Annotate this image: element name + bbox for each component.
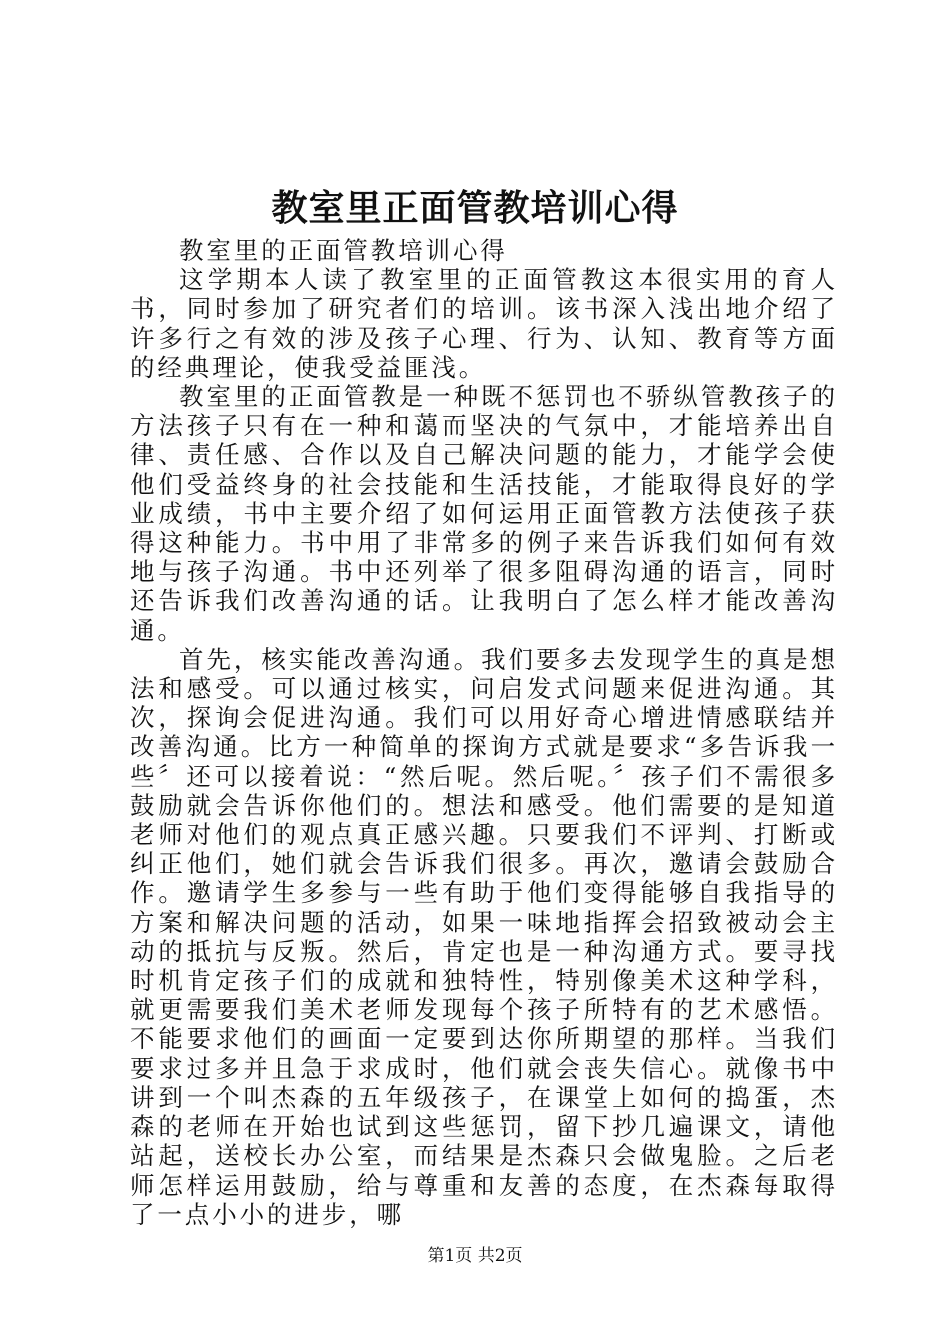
page-number: 第1页 共2页 (427, 1246, 523, 1266)
body-paragraph: 这学期本人读了教室里的正面管教这本很实用的育人书，同时参加了研究者们的培训。该书深入浅出地介绍了许多行之有效的涉及孩子心理、行为、认知、教育等方面的经典理论，使我受益匪浅。 (130, 265, 838, 382)
body-paragraph: 首先，核实能改善沟通。我们要多去发现学生的真是想法和感受。可以通过核实，问启发式问题来促进沟通。其次，探询会促进沟通。我们可以用好奇心增进情感联结并改善沟通。比方一种简单的探询方式就是要求“多告诉我一些〞还可以接着说：“然后呢。然后呢。〞孩子们不需很多鼓励就会告诉你他们的。想法和感受。他们需要的是知道老师对他们的观点真正感兴趣。只要我们不评判、打断或纠正他们，她们就会告诉我们很多。再次，邀请会鼓励合作。邀请学生多参与一些有助于他们变得能够自我指导的方案和解决问题的活动，如果一味地指挥会招致被动会主动的抵抗与反叛。然后，肯定也是一种沟通方式。要寻找时机肯定孩子们的成就和独特性，特别像美术这种学科，就更需要我们美术老师发现每个孩子所特有的艺术感悟。不能要求他们的画面一定要到达你所期望的那样。当我们要求过多并且急于求成时，他们就会丧失信心。就像书中讲到一个叫杰森的五年级孩子，在课堂上如何的捣蛋，杰森的老师在开始也试到这些惩罚，留下抄几遍课文，请他站起，送校长办公室，而结果是杰森只会做鬼脸。之后老师怎样运用鼓励，给与尊重和友善的态度，在杰森每取得了一点小小的进步，哪 (130, 644, 838, 1229)
body-paragraph: 教室里的正面管教是一种既不惩罚也不骄纵管教孩子的方法孩子只有在一种和蔼而坚决的气氛中，才能培养出自律、责任感、合作以及自己解决问题的能力，才能学会使他们受益终身的社会技能和生活技能，才能取得良好的学业成绩，书中主要介绍了如何运用正面管教方法使孩子获得这种能力。书中用了非常多的例子来告诉我们如何有效地与孩子沟通。书中还列举了很多阻碍沟通的语言，同时还告诉我们改善沟通的话。让我明白了怎么样才能改善沟通。 (130, 382, 838, 645)
subtitle-paragraph: 教室里的正面管教培训心得 (179, 236, 508, 265)
document-body (130, 236, 838, 1229)
document-title: 教室里正面管教培训心得 (271, 187, 679, 229)
page-footer (0, 1244, 950, 1268)
